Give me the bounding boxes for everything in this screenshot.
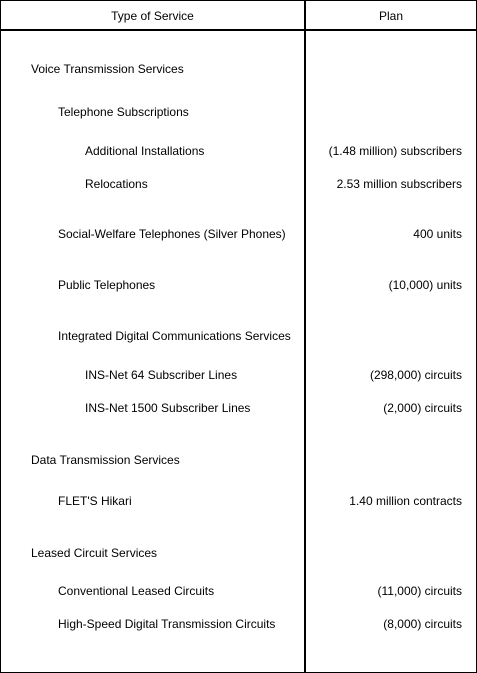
header-plan: Plan (378, 9, 404, 23)
row-value: (2,000) circuits (383, 401, 462, 415)
table-row (1, 616, 476, 632)
row-label: Leased Circuit Services (31, 546, 158, 560)
table-row (1, 452, 476, 468)
table-row (1, 104, 476, 120)
table-row (1, 61, 476, 77)
row-label: Voice Transmission Services (31, 62, 184, 76)
table-row (1, 583, 476, 599)
row-value: 1.40 million contracts (349, 494, 462, 508)
table-row (1, 493, 476, 509)
row-label: INS-Net 64 Subscriber Lines (85, 368, 238, 382)
row-label: Additional Installations (85, 144, 205, 158)
row-label: INS-Net 1500 Subscriber Lines (85, 401, 251, 415)
row-value: (298,000) circuits (369, 368, 462, 382)
row-label: Social-Welfare Telephones (Silver Phones) (58, 227, 286, 241)
row-label: High-Speed Digital Transmission Circuits (58, 617, 276, 631)
table-row (1, 545, 476, 561)
row-label: Data Transmission Services (31, 453, 180, 467)
table-row (1, 226, 476, 242)
row-value: 2.53 million subscribers (336, 177, 462, 191)
row-label: Telephone Subscriptions (58, 105, 189, 119)
row-value: (10,000) units (388, 278, 462, 292)
row-label: Public Telephones (58, 278, 156, 292)
row-label: Relocations (85, 177, 148, 191)
table-row (1, 328, 476, 344)
table-row (1, 277, 476, 293)
header-divider (1, 29, 476, 31)
header-type-of-service: Type of Service (111, 9, 194, 23)
table-row (1, 143, 476, 159)
table-row (1, 176, 476, 192)
row-value: (1.48 million) subscribers (328, 144, 462, 158)
row-label: FLET'S Hikari (58, 494, 132, 508)
table-row (1, 400, 476, 416)
row-value: 400 units (413, 227, 462, 241)
row-label: Conventional Leased Circuits (58, 584, 215, 598)
row-value: (11,000) circuits (377, 584, 462, 598)
table-row (1, 367, 476, 383)
row-value: (8,000) circuits (383, 617, 462, 631)
row-label: Integrated Digital Communications Services (58, 329, 291, 343)
